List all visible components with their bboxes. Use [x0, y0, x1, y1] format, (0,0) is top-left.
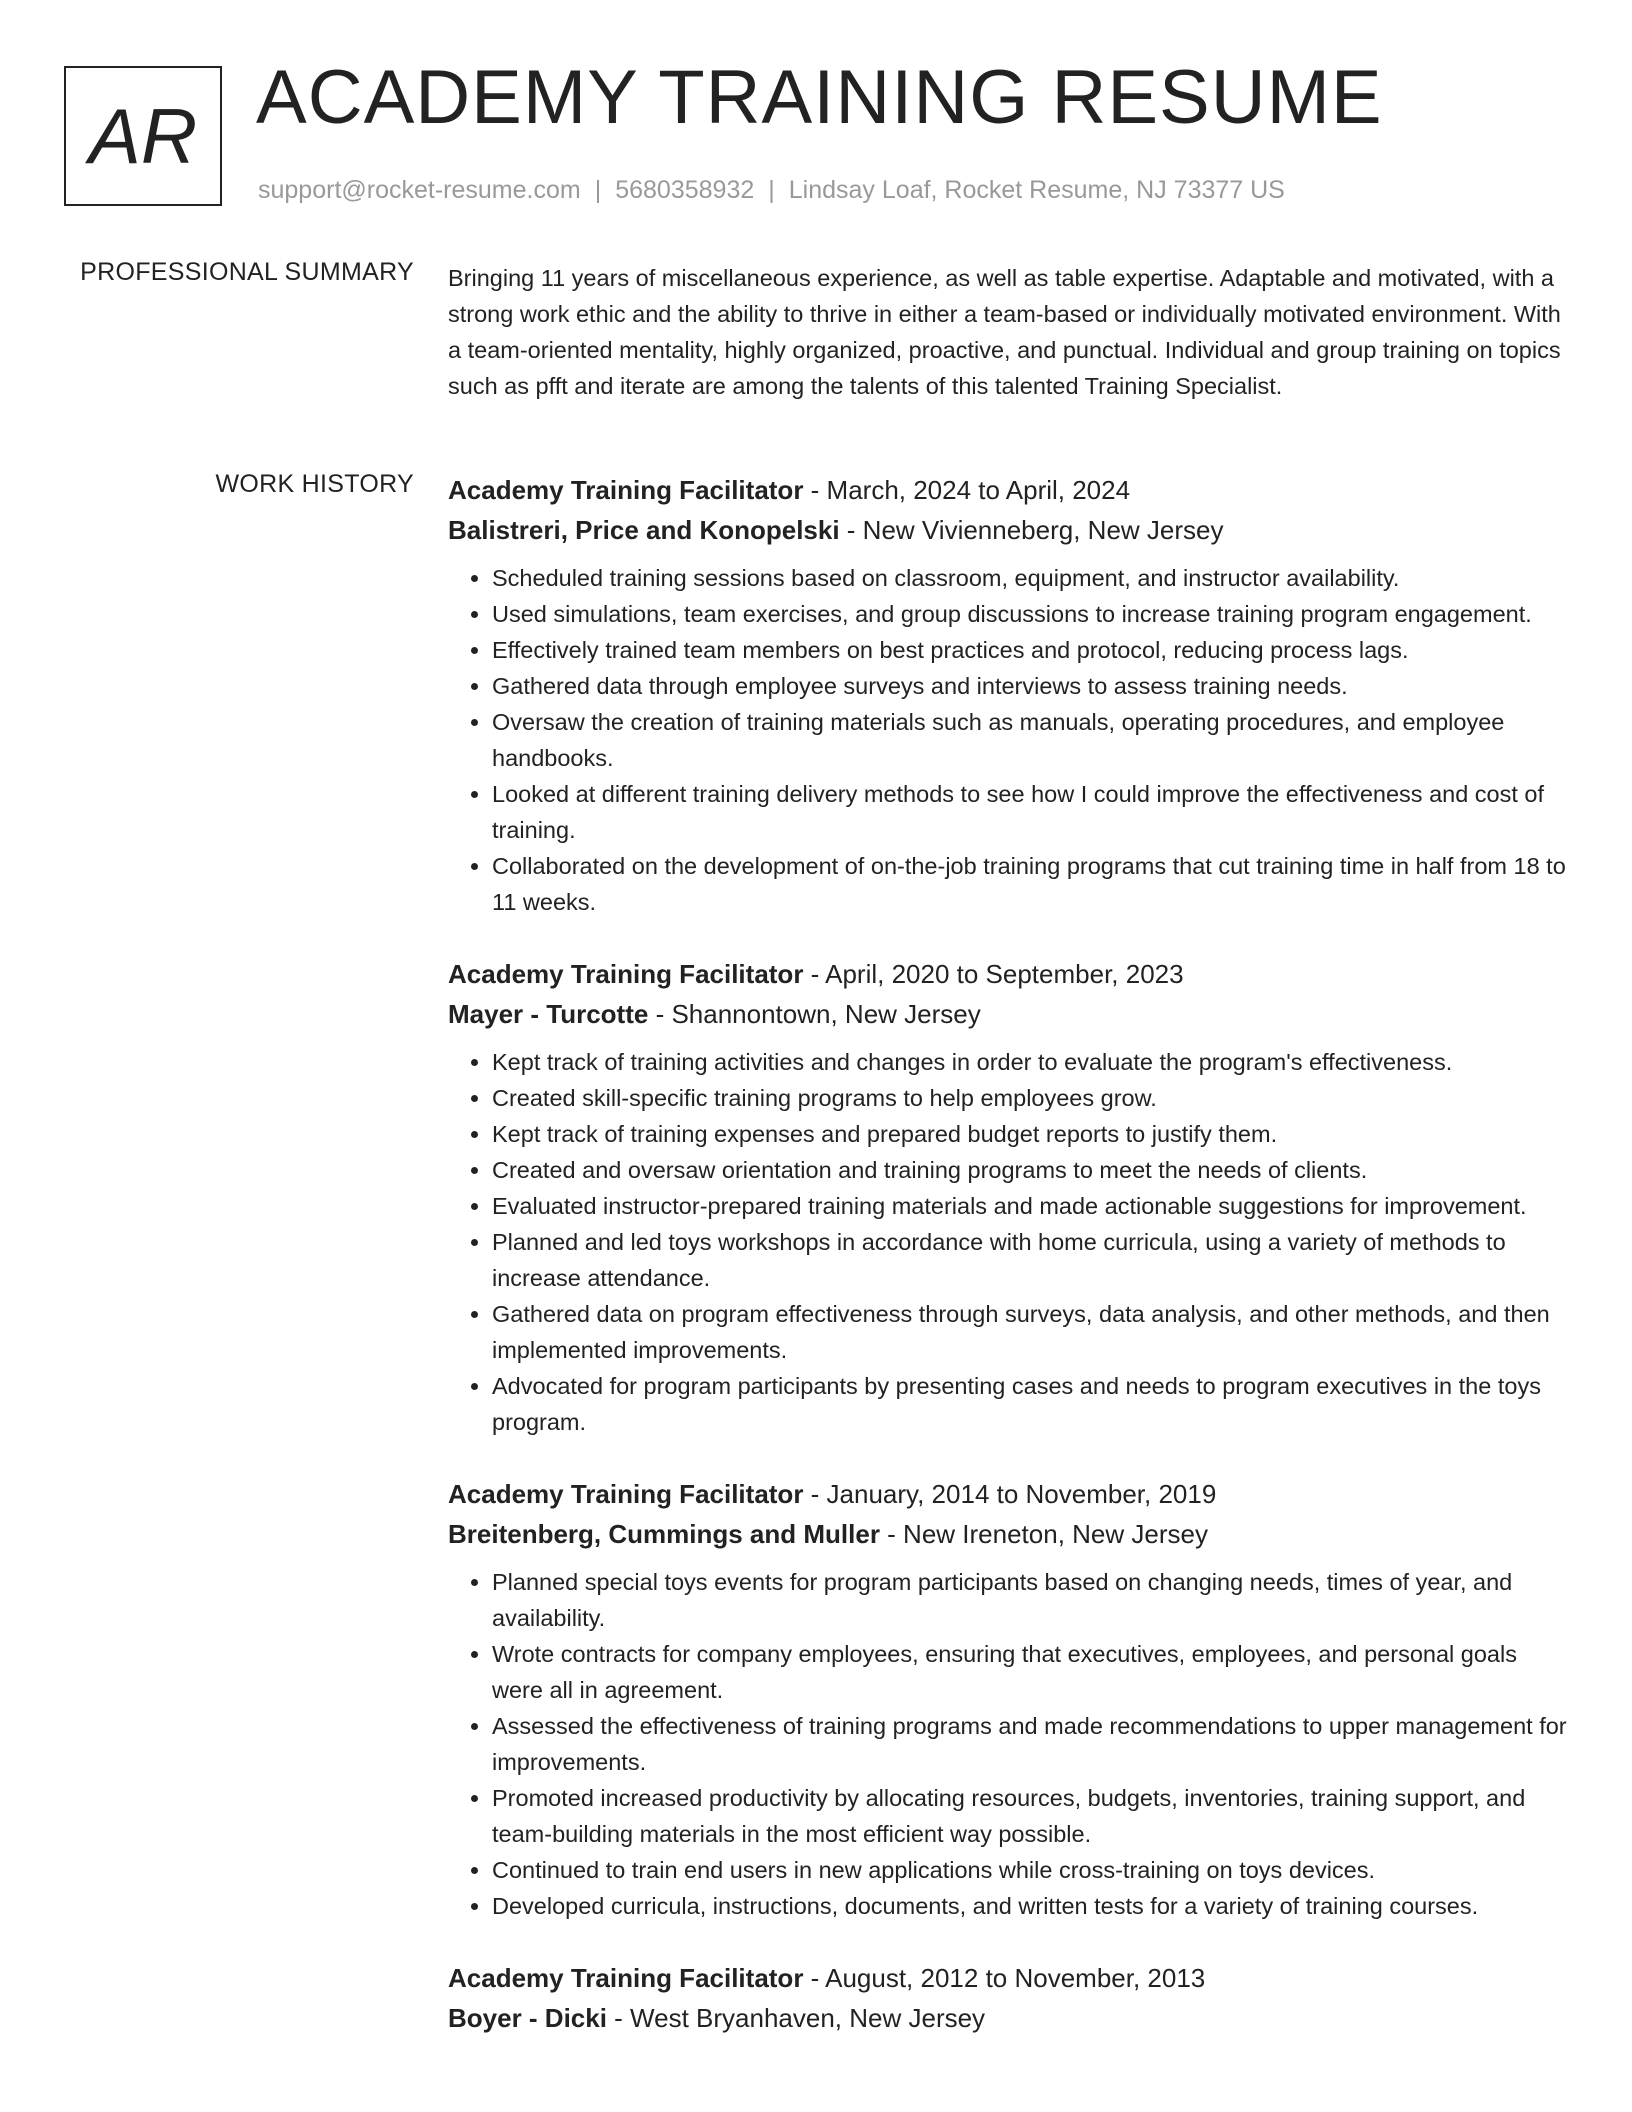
email-link[interactable]: support@rocket-resume.com: [258, 176, 581, 204]
job-bullet: • Continued to train end users in new applications while cross-training on toys devices.: [492, 1852, 1568, 1888]
job-bullets: [448, 1564, 1568, 1924]
job-bullet: • Used simulations, team exercises, and group discussions to increase training program engagement.: [492, 596, 1568, 632]
job-bullet: • Gathered data on program effectiveness through surveys, data analysis, and other methods, and then implemented improvements.: [492, 1296, 1568, 1368]
job-title: Academy Training Facilitator: [448, 959, 804, 989]
contact-separator: |: [768, 176, 775, 204]
job-location: - Shannontown, New Jersey: [648, 999, 981, 1029]
phone-number[interactable]: 5680358932: [615, 176, 755, 204]
job-bullet: • Wrote contracts for company employees, ensuring that executives, employees, and personal goals were all in agreement.: [492, 1636, 1568, 1708]
job-bullet: • Effectively trained team members on best practices and protocol, reducing process lags.: [492, 632, 1568, 668]
job-bullets: [448, 560, 1568, 920]
resume-title: ACADEMY TRAINING RESUME: [256, 55, 1383, 140]
job-title: Academy Training Facilitator: [448, 475, 804, 505]
job-bullet: • Created and oversaw orientation and training programs to meet the needs of clients.: [492, 1152, 1568, 1188]
work-history-heading: WORK HISTORY: [215, 470, 414, 498]
job-bullet: • Planned and led toys workshops in accordance with home curricula, using a variety of methods to increase attendance.: [492, 1224, 1568, 1296]
job-entry: [448, 1474, 1568, 1924]
job-title-line: [448, 1474, 1568, 1514]
company-line: [448, 994, 1568, 1034]
job-title: Academy Training Facilitator: [448, 1963, 804, 1993]
job-entry: [448, 1958, 1568, 2038]
job-bullets: [448, 1044, 1568, 1440]
job-bullet: • Planned special toys events for program participants based on changing needs, times of year, and availability.: [492, 1564, 1568, 1636]
job-dates: - January, 2014 to November, 2019: [803, 1479, 1217, 1509]
monogram-logo: AR: [64, 66, 222, 206]
company-name: Balistreri, Price and Konopelski: [448, 515, 840, 545]
job-title: Academy Training Facilitator: [448, 1479, 804, 1509]
job-title-line: [448, 1958, 1568, 1998]
job-location: - New Ireneton, New Jersey: [879, 1519, 1208, 1549]
job-bullet: • Kept track of training activities and changes in order to evaluate the program's effectiveness.: [492, 1044, 1568, 1080]
summary-heading: PROFESSIONAL SUMMARY: [80, 258, 414, 286]
job-entry: [448, 470, 1568, 920]
job-bullet: • Looked at different training delivery methods to see how I could improve the effectiveness and cost of training.: [492, 776, 1568, 848]
job-bullet: • Scheduled training sessions based on classroom, equipment, and instructor availability.: [492, 560, 1568, 596]
work-history-list: [448, 470, 1568, 2072]
job-location: - West Bryanhaven, New Jersey: [606, 2003, 986, 2033]
job-title-line: [448, 470, 1568, 510]
job-bullet: • Created skill-specific training programs to help employees grow.: [492, 1080, 1568, 1116]
job-bullet: • Collaborated on the development of on-the-job training programs that cut training time in half from 18 to 11 weeks.: [492, 848, 1568, 920]
job-dates: - April, 2020 to September, 2023: [803, 959, 1184, 989]
job-bullet: • Oversaw the creation of training materials such as manuals, operating procedures, and employee handbooks.: [492, 704, 1568, 776]
job-bullet: • Assessed the effectiveness of training programs and made recommendations to upper management for improvements.: [492, 1708, 1568, 1780]
company-line: [448, 1514, 1568, 1554]
company-name: Mayer - Turcotte: [448, 999, 649, 1029]
summary-text: Bringing 11 years of miscellaneous experience, as well as table expertise. Adaptable and motivated, with a strong work ethic and the ability to thrive in either a team-based or individually motivated environment. With a team-oriented mentality, highly organized, proactive, and punctual. Individual and group training on topics such as pfft and iterate are among the talents of this talented Training Specialist.: [448, 265, 1561, 399]
job-location: - New Vivienneberg, New Jersey: [839, 515, 1224, 545]
job-bullet: • Gathered data through employee surveys and interviews to assess training needs.: [492, 668, 1568, 704]
job-entry: [448, 954, 1568, 1440]
job-bullet: • Kept track of training expenses and prepared budget reports to justify them.: [492, 1116, 1568, 1152]
company-name: Boyer - Dicki: [448, 2003, 607, 2033]
contact-separator: |: [594, 176, 602, 204]
company-name: Breitenberg, Cummings and Muller: [448, 1519, 880, 1549]
job-bullet: • Promoted increased productivity by allocating resources, budgets, inventories, training support, and team-building materials in the most efficient way possible.: [492, 1780, 1568, 1852]
contact-line: [258, 176, 1285, 205]
company-line: [448, 1998, 1568, 2038]
job-bullet: • Developed curricula, instructions, documents, and written tests for a variety of training courses.: [492, 1888, 1568, 1924]
address: Lindsay Loaf, Rocket Resume, NJ 73377 US: [788, 176, 1285, 204]
job-dates: - March, 2024 to April, 2024: [803, 475, 1131, 505]
job-bullet: • Evaluated instructor-prepared training materials and made actionable suggestions for improvement.: [492, 1188, 1568, 1224]
job-title-line: [448, 954, 1568, 994]
company-line: [448, 510, 1568, 550]
job-bullet: • Advocated for program participants by presenting cases and needs to program executives in the toys program.: [492, 1368, 1568, 1440]
job-dates: - August, 2012 to November, 2013: [803, 1963, 1206, 1993]
